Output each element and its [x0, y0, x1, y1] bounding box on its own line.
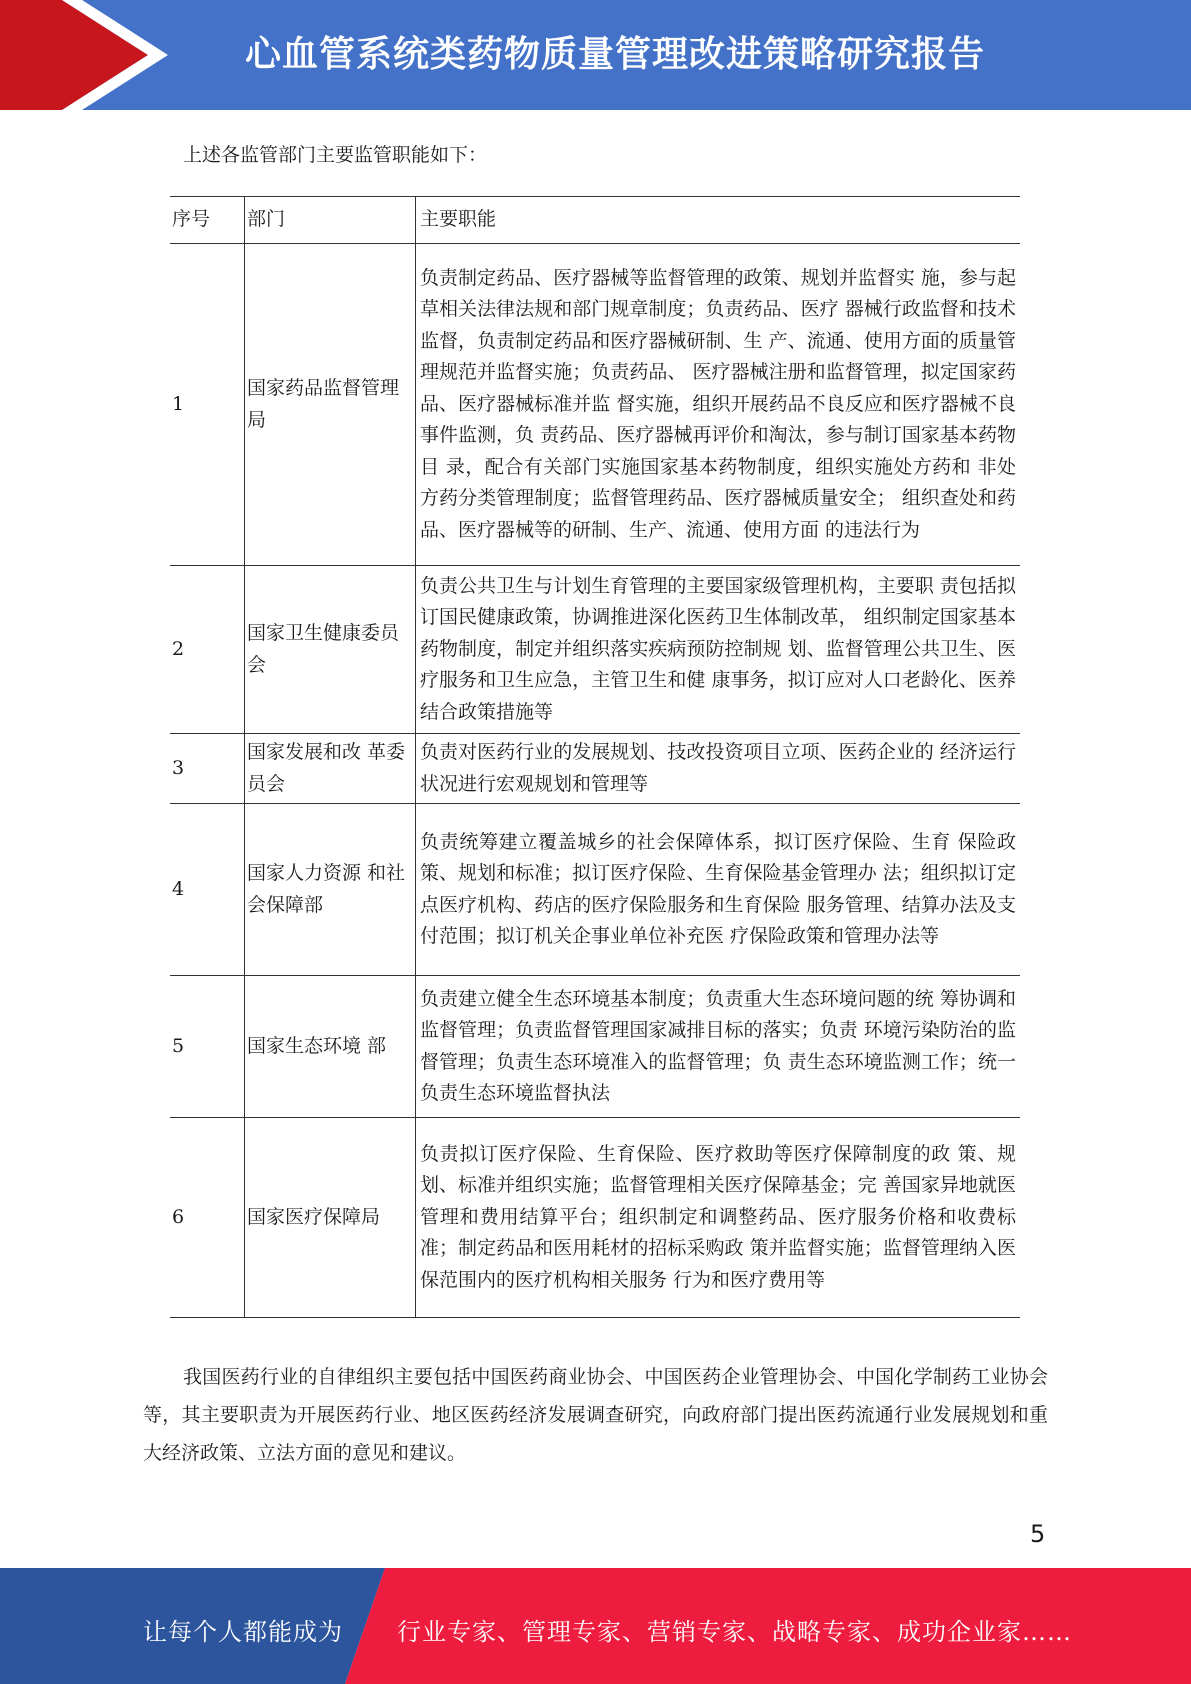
regulator-table	[170, 196, 1020, 1318]
page-title: 心血管系统类药物质量管理改进策略研究报告	[245, 34, 986, 75]
table-row	[170, 244, 1020, 566]
header-no: 序号	[170, 197, 245, 244]
row-no: 5	[170, 976, 245, 1118]
row-no: 4	[170, 804, 245, 976]
table-row	[170, 734, 1020, 804]
row-dept: 国家卫生健康委员会	[245, 566, 416, 734]
header-duty: 主要职能	[416, 197, 1021, 244]
table-row	[170, 1118, 1020, 1318]
row-dept: 国家发展和改 革委员会	[245, 734, 416, 804]
row-no: 6	[170, 1118, 245, 1318]
row-duty: 负责制定药品、医疗器械等监督管理的政策、规划并监督实 施，参与起草相关法律法规和部门规章制度；负责药品、医疗 器械行政监督和技术监督，负责制定药品和医疗器械研制、生 产、流通、使用方面的质量管理规范并监督实施；负责药品、 医疗器械注册和监督管理，拟定国家药品、医疗器械标准并监 督实施，组织开展药品不良反应和医疗器械不良事件监测，负 责药品、医疗器械再评价和淘汰，参与制订国家基本药物目 录，配合有关部门实施国家基本药物制度，组织实施处方药和 非处方药分类管理制度；监督管理药品、医疗器械质量安全； 组织查处和药品、医疗器械等的研制、生产、流通、使用方面 的违法行为	[416, 244, 1021, 566]
row-dept: 国家人力资源 和社会保障部	[245, 804, 416, 976]
row-no: 2	[170, 566, 245, 734]
row-dept: 国家药品监督管理局	[245, 244, 416, 566]
row-dept: 国家生态环境 部	[245, 976, 416, 1118]
table-row	[170, 976, 1020, 1118]
row-duty: 负责建立健全生态环境基本制度；负责重大生态环境问题的统 筹协调和监督管理；负责监督管理国家减排目标的落实；负责 环境污染防治的监督管理；负责生态环境准入的监督管理；负 责生态环境监测工作；统一负责生态环境监督执法	[416, 976, 1021, 1118]
row-duty: 负责对医药行业的发展规划、技改投资项目立项、医药企业的 经济运行状况进行宏观规划和管理等	[416, 734, 1021, 804]
row-no: 1	[170, 244, 245, 566]
table-header-row	[170, 197, 1020, 244]
page-header	[0, 0, 1191, 110]
footer-slogan-right: 行业专家、管理专家、营销专家、战略专家、成功企业家……	[397, 1618, 1072, 1646]
footer-slogan-left: 让每个人都能成为	[143, 1618, 343, 1646]
header-dept: 部门	[245, 197, 416, 244]
row-dept: 国家医疗保障局	[245, 1118, 416, 1318]
row-duty: 负责统筹建立覆盖城乡的社会保障体系，拟订医疗保险、生育 保险政策、规划和标准；拟订医疗保险、生育保险基金管理办 法；组织拟订定点医疗机构、药店的医疗保险服务和生育保险 服务管理、结算办法及支付范围；拟订机关企事业单位补充医 疗保险政策和管理办法等	[416, 804, 1021, 976]
body-paragraph: 我国医药行业的自律组织主要包括中国医药商业协会、中国医药企业管理协会、中国化学制药工业协会等，其主要职责为开展医药行业、地区医药经济发展调查研究，向政府部门提出医药流通行业发展规划和重大经济政策、立法方面的意见和建议。	[143, 1366, 1048, 1464]
intro-text: 上述各监管部门主要监管职能如下：	[183, 144, 488, 166]
table-row	[170, 804, 1020, 976]
table-row	[170, 566, 1020, 734]
page-number: 5	[1030, 1520, 1046, 1548]
row-duty: 负责拟订医疗保险、生育保险、医疗救助等医疗保障制度的政 策、规划、标准并组织实施；监督管理相关医疗保障基金；完 善国家异地就医管理和费用结算平台；组织制定和调整药品、医疗服务价格和收费标准；制定药品和医用耗材的招标采购政 策并监督实施；监督管理纳入医保范围内的医疗机构相关服务 行为和医疗费用等	[416, 1118, 1021, 1318]
row-duty: 负责公共卫生与计划生育管理的主要国家级管理机构，主要职 责包括拟订国民健康政策，协调推进深化医药卫生体制改革， 组织制定国家基本药物制度，制定并组织落实疾病预防控制规 划、监督管理公共卫生、医疗服务和卫生应急，主管卫生和健 康事务，拟订应对人口老龄化、医养结合政策措施等	[416, 566, 1021, 734]
row-no: 3	[170, 734, 245, 804]
